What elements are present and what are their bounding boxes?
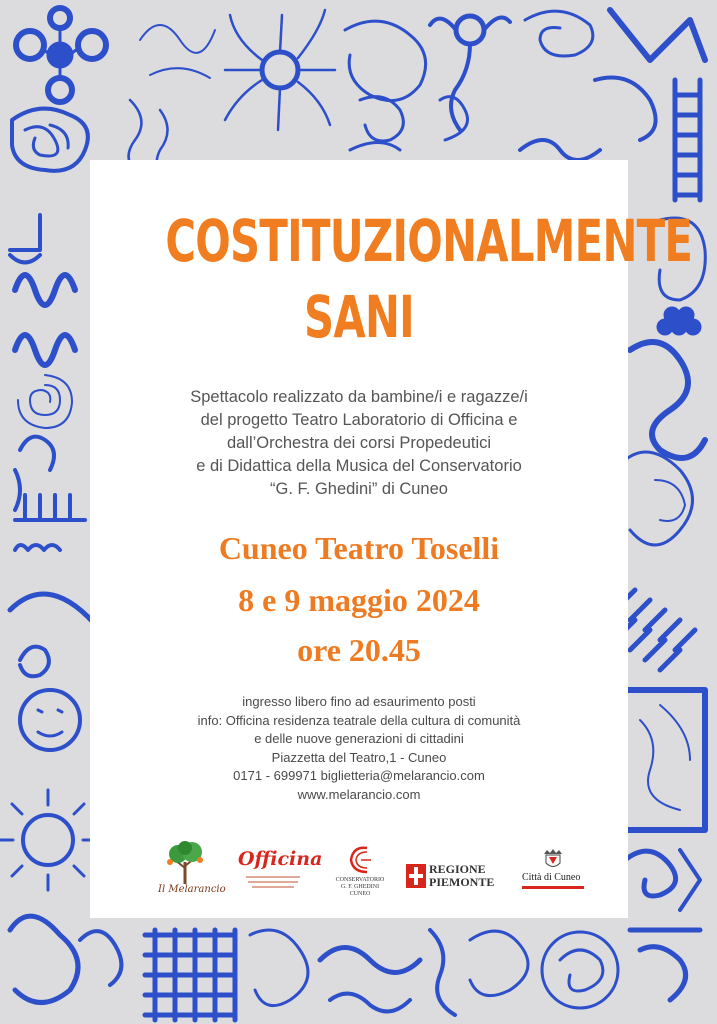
description-line: dall’Orchestra dei corsi Propedeutici [226,434,492,452]
description-line: del progetto Teatro Laboratorio di Officina e [200,411,518,429]
citta-underline [522,886,584,889]
info-line: info: Officina residenza teatrale della cultura di comunità [197,712,521,728]
conservatorio-label-line: G. F. GHEDINI [340,884,380,890]
doodle-comb-icon [15,495,85,550]
description-line: “G. F. Ghedini” di Cuneo [270,480,448,498]
citta-label: Città di Cuneo [522,872,581,883]
info-line: www.melarancio.com [297,786,421,802]
info-line: ingresso libero fino ad esaurimento posti [242,694,476,709]
cuneo-crest-icon [541,848,565,870]
piemonte-shield-icon [406,864,426,888]
event-time: ore 20.45 [297,632,421,668]
info-line: e delle nuove generazioni di cittadini [254,731,464,746]
doodle-scribble-box-icon [12,109,88,171]
content-panel [90,160,693,918]
doodle-swirl-icon [542,932,618,1008]
description-line: e di Didattica della Musica del Conservatorio [196,457,522,475]
doodle-ladder-icon [675,80,700,200]
citta-di-cuneo-logo [522,848,584,898]
conservatorio-emblem-icon [325,844,395,876]
doodle-frame-icon [620,690,705,830]
doodle-spiral-icon [18,375,72,428]
event-venue: Cuneo Teatro Toselli [218,530,500,566]
title-line-2: SANI [303,283,415,351]
regione-piemonte-logo [406,862,496,892]
melarancio-label: Il Melarancio [158,884,226,895]
event-dates: 8 e 9 maggio 2024 [238,582,480,618]
regione-label [429,863,494,889]
doodle-molecule-icon [16,8,106,102]
tree-icon [160,840,210,884]
info-line: Piazzetta del Teatro,1 - Cuneo [271,749,447,765]
officina-subtitle-lines [238,874,308,894]
regione-label-line: PIEMONTE [429,875,495,889]
sponsor-logos [90,840,628,910]
doodle-spider-icon [225,10,335,130]
description [90,386,628,501]
doodle-grapes-icon [658,308,700,334]
conservatorio-logo [325,844,395,904]
conservatorio-label-line: CUNEO [349,891,371,897]
doodle-face-icon [20,690,80,750]
officina-logo [238,848,323,898]
conservatorio-label [325,877,395,898]
description-line: Spettacolo realizzato da bambine/i e ragazze/i [190,388,528,406]
melarancio-logo [158,840,226,900]
conservatorio-label-line: CONSERVATORIO [335,877,385,883]
doodle-grid-icon [145,930,235,1020]
title-line-1: COSTITUZIONALMENTE [165,207,693,275]
doodle-flower-icon [430,16,510,140]
info-block [90,693,628,804]
info-line: 0171 - 699971 biglietteria@melarancio.com [233,768,485,783]
officina-label: Officina [238,848,323,870]
doodle-sun-icon [0,790,95,890]
regione-label-line: REGIONE [429,862,486,876]
